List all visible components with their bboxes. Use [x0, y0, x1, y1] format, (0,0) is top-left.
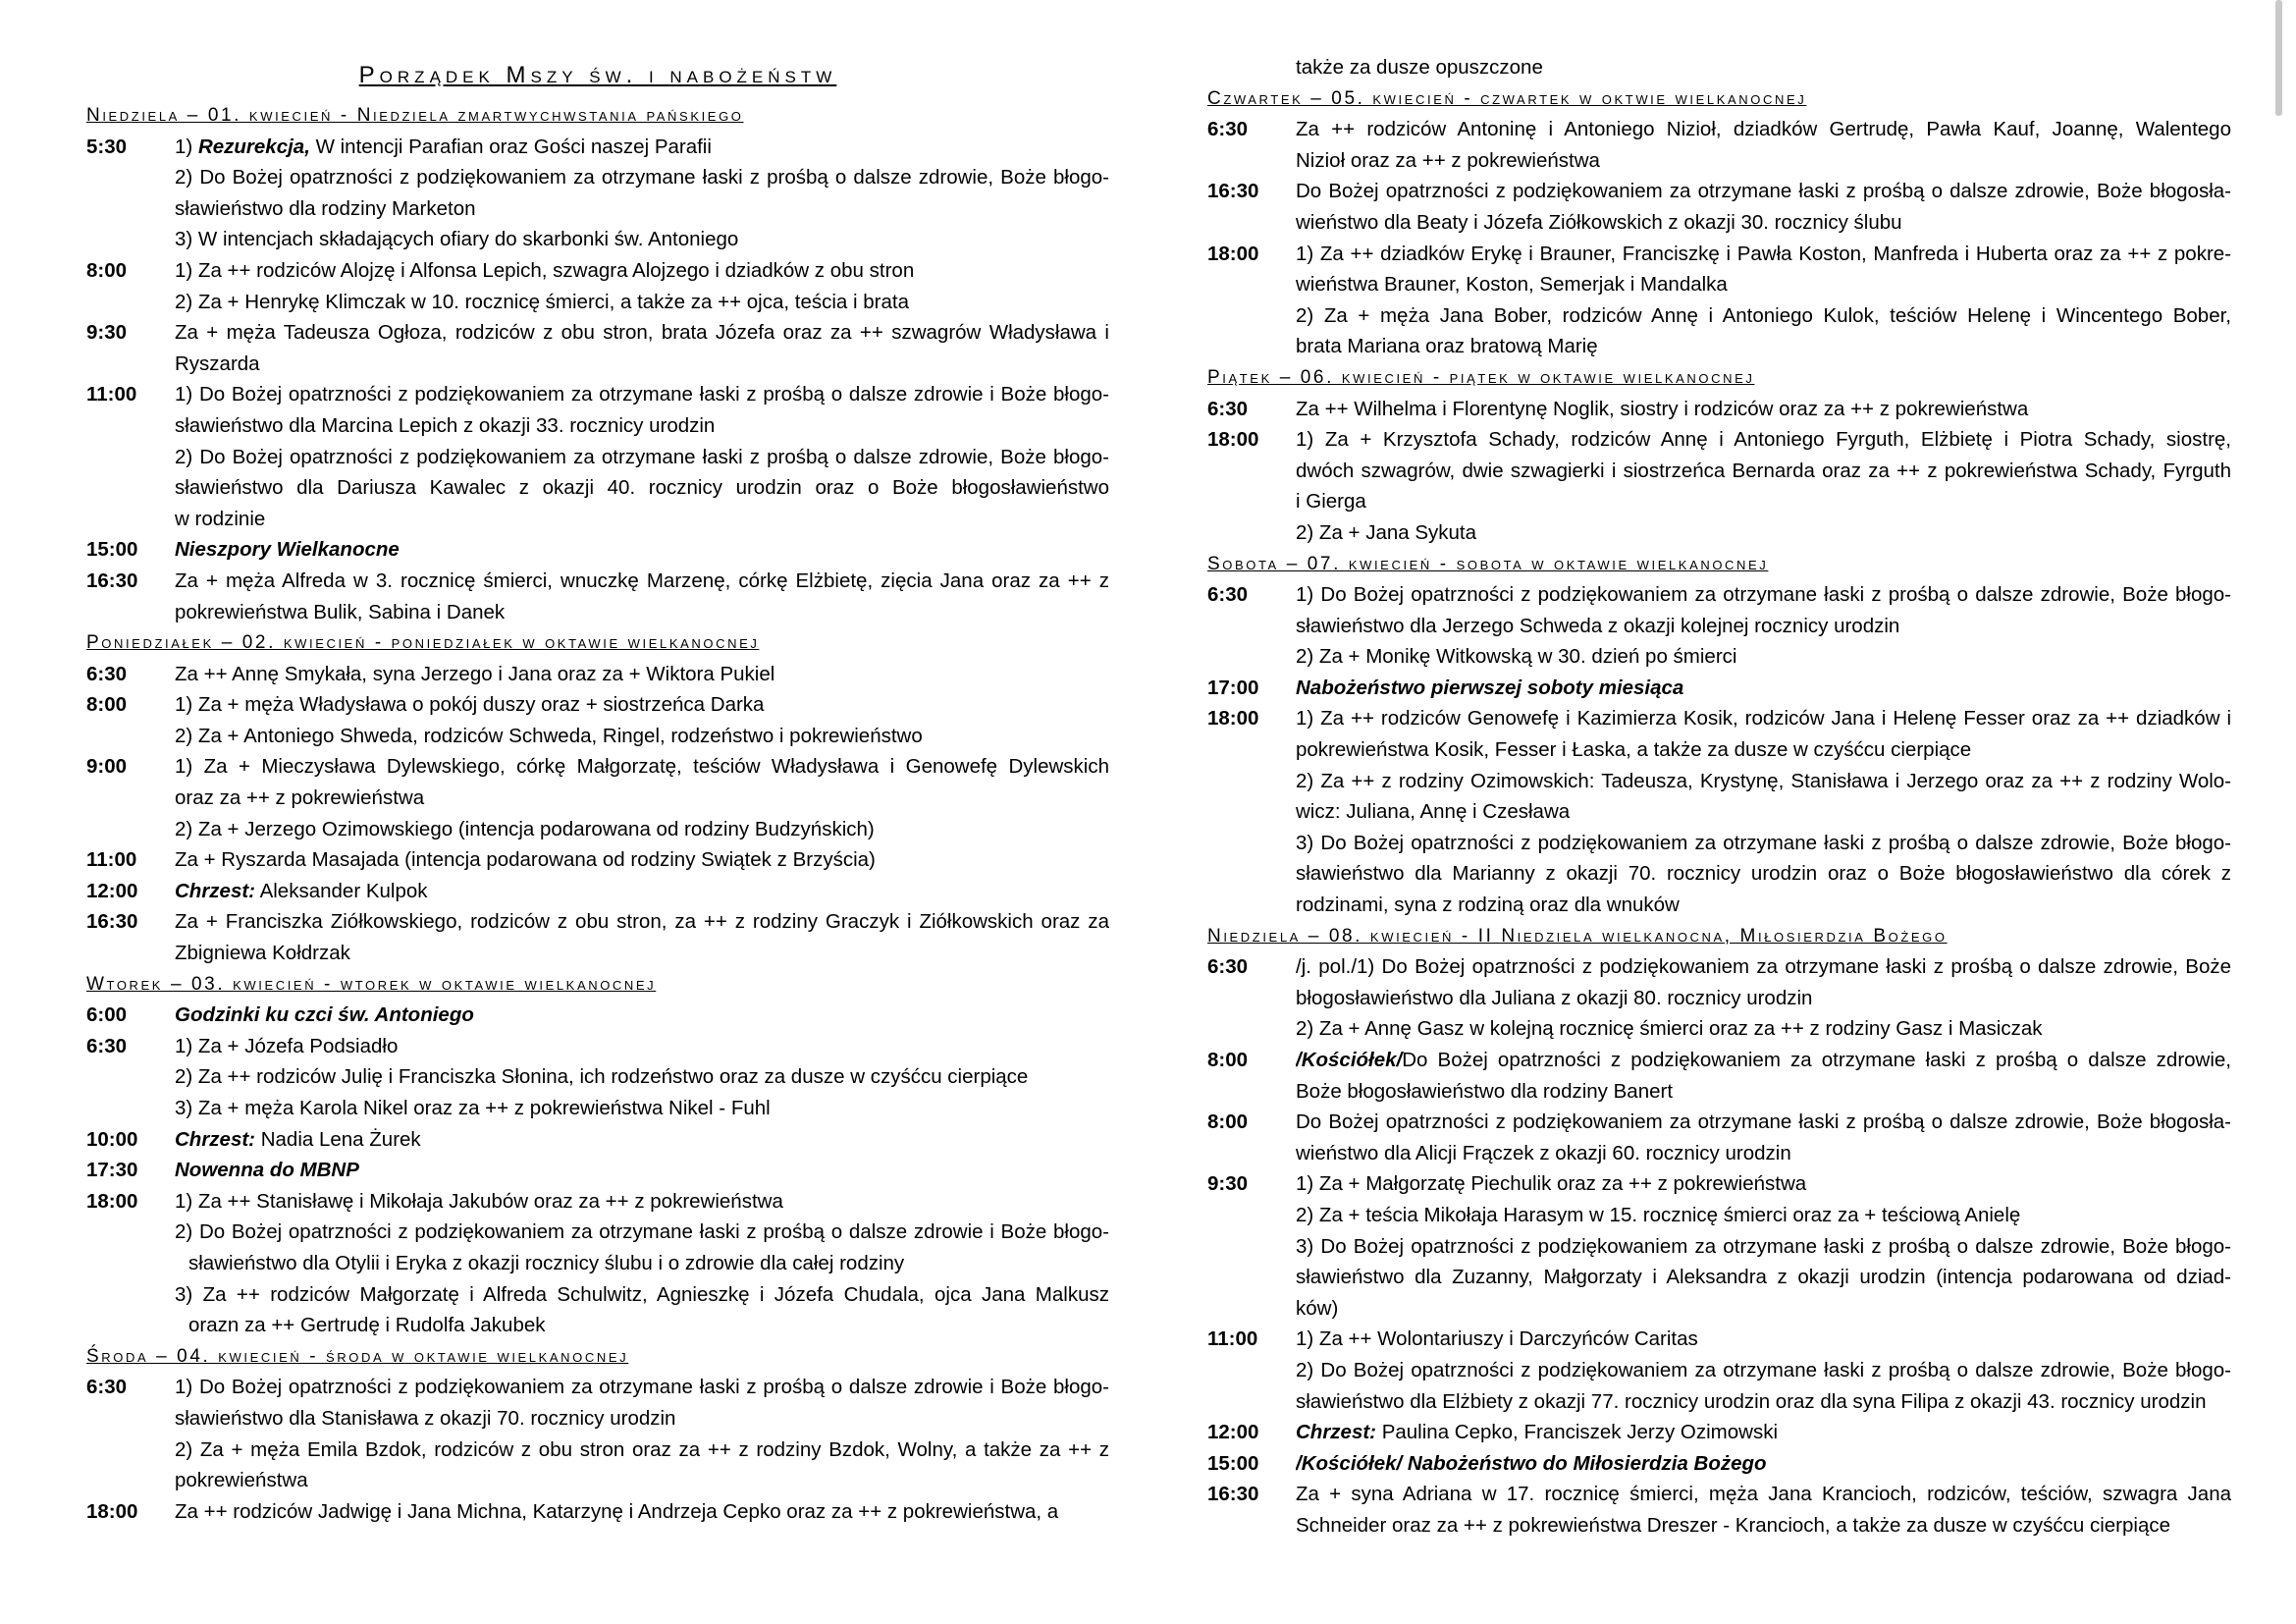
mass-intention: [1296, 673, 2231, 704]
mass-entry: [1207, 828, 2231, 921]
mass-intention: [1296, 951, 2231, 1013]
mass-entry: [1207, 52, 2231, 83]
mass-entry: [86, 1124, 1109, 1156]
mass-intention: [1296, 1231, 2231, 1325]
intention-line: 2) Do Bożej opatrzności z podziękowaniem za otrzymane łaski z prośbą o dalsze zdrowie, Boże błogo-: [1296, 1358, 2231, 1381]
mass-entry: [86, 1372, 1109, 1434]
day-heading: Niedziela – 01. kwiecień - Niedziela zmartwychwstania pańskiego: [86, 105, 744, 126]
mass-entry: [1207, 517, 2231, 549]
emphasis-text: Chrzest:: [175, 879, 256, 902]
intention-line: 3) Do Bożej opatrzności z podziękowaniem za otrzymane łaski z prośbą o dalsze zdrowie, Boże błogo-: [1296, 1234, 2231, 1258]
mass-time: 18:00: [1207, 428, 1259, 452]
mass-entry: [86, 1279, 1109, 1341]
intention-line: Zbigniewa Kołdrzak: [175, 942, 350, 965]
mass-time: 8:00: [86, 693, 128, 717]
mass-intention: [1296, 517, 2231, 549]
mass-time: 9:30: [86, 321, 128, 345]
mass-intention: [1296, 176, 2231, 238]
intention-line: 1) Za + Józefa Podsiadło: [175, 1034, 399, 1057]
intention-line: także za dusze opuszczone: [1296, 56, 1543, 79]
mass-time: 9:30: [1207, 1172, 1249, 1196]
day-heading: Sobota – 07. kwiecień - sobota w oktawie wielkanocnej: [1207, 553, 1769, 574]
intention-line: Za ++ Annę Smykała, syna Jerzego i Jana oraz za + Wiktora Pukiel: [175, 662, 775, 685]
mass-intention: [175, 162, 1109, 224]
mass-time: [1207, 641, 1296, 673]
mass-intention: [175, 1496, 1109, 1528]
mass-time: 10:00: [86, 1127, 138, 1151]
mass-entry: [1207, 1417, 2231, 1448]
mass-entry: [86, 721, 1109, 752]
mass-entry: [1207, 766, 2231, 828]
mass-entry: [1207, 114, 2231, 176]
emphasis-text: Godzinki ku czci św. Antoniego: [175, 1003, 474, 1027]
mass-entry: [86, 566, 1109, 627]
mass-time: 18:00: [1207, 242, 1259, 265]
day-heading: Piątek – 06. kwiecień - piątek w oktawie wielkanocnej: [1207, 366, 1755, 388]
mass-time: [86, 224, 175, 255]
mass-time: 6:30: [86, 1376, 128, 1399]
mass-time: 6:00: [86, 1003, 128, 1027]
mass-time: 16:30: [86, 910, 138, 934]
text-segment: Do Bożej opatrzności z podziękowaniem za otrzymane łaski z prośbą o dalsze zdrowie,: [1402, 1049, 2231, 1071]
intention-line: 2) Do Bożej opatrzności z podziękowaniem za otrzymane łaski z prośbą o dalsze zdrowie, Boże błogo-: [175, 445, 1109, 468]
mass-intention: [1296, 1448, 2231, 1480]
mass-intention: [175, 1217, 1109, 1278]
intention-line: 2) Do Bożej opatrzności z podziękowaniem za otrzymane łaski z prośbą o dalsze zdrowie i Boże błogo-: [175, 1220, 1109, 1244]
intention-line: Za ++ rodziców Jadwigę i Jana Michna, Katarzynę i Andrzeja Cepko oraz za ++ z pokrewieństwa, a: [175, 1499, 1059, 1523]
mass-entry: [1207, 1355, 2231, 1417]
mass-time: [86, 1217, 175, 1278]
day-heading: Wtorek – 03. kwiecień - wtorek w oktawie wielkanocnej: [86, 973, 657, 995]
intention-line: 1) Za + Krzysztofa Schady, rodziców Annę i Antoniego Fyrguth, Elżbietę i Piotra Schady, siostrę,: [1296, 428, 2231, 452]
intention-line: sławieństwo dla Marianny z okazji 70. rocznicy urodzin oraz o Boże błogosławieństwo dla córek z: [1296, 862, 2231, 886]
mass-entry: [86, 534, 1109, 566]
intention-line: [175, 534, 1109, 566]
intention-line: Za ++ Wilhelma i Florentynę Noglik, siostry i rodziców oraz za ++ z pokrewieństwa: [1296, 397, 2029, 420]
intention-line: 1) Za ++ rodziców Genowefę i Kazimierza Kosik, rodziców Jana i Helenę Fesser oraz za ++ dziadków i: [1296, 707, 2231, 731]
mass-intention: [175, 1186, 1109, 1218]
intention-line: Do Bożej opatrzności z podziękowaniem za otrzymane łaski z prośbą o dalsze zdrowie, Boże błogosła-: [1296, 180, 2231, 203]
intention-line: sławieństwo dla Dariusza Kawalec z okazji 40. rocznicy urodzin oraz o Boże błogosławieństwo: [175, 476, 1109, 500]
intention-line: [1296, 1045, 2231, 1076]
intention-line: i Gierga: [1296, 490, 1366, 514]
mass-entry: [86, 906, 1109, 968]
intention-line: Do Bożej opatrzności z podziękowaniem za otrzymane łaski z prośbą o dalsze zdrowie, Boże błogosła-: [1296, 1110, 2231, 1134]
intention-line: Za + męża Tadeusza Ogłoza, rodziców z obu stron, brata Józefa oraz za ++ szwagrów Władysława i: [175, 321, 1109, 345]
mass-time: [86, 1061, 175, 1093]
intention-line: Schneider oraz za ++ z pokrewieństwa Dreszer - Krancioch, a także za dusze w czyśćcu cierpiące: [1296, 1513, 2170, 1537]
mass-time: [86, 814, 175, 845]
mass-entry: [86, 844, 1109, 876]
mass-time: [1207, 828, 1296, 921]
intention-line: 2) Za + Jerzego Ozimowskiego (intencja podarowana od rodziny Budzyńskich): [175, 817, 875, 840]
emphasis-text: Rezurekcja,: [197, 135, 310, 158]
mass-time: [1207, 52, 1296, 83]
mass-time: [86, 442, 175, 535]
mass-entry: [86, 132, 1109, 163]
mass-entry: [1207, 641, 2231, 673]
mass-entry: [1207, 300, 2231, 362]
mass-entry: [86, 162, 1109, 224]
right-schedule: [1207, 83, 2231, 1542]
mass-intention: [175, 1093, 1109, 1124]
right-column: [1207, 0, 2231, 1542]
intention-line: 2) Za + teścia Mikołaja Harasym w 15. rocznicę śmierci oraz za + teściową Anielę: [1296, 1203, 2021, 1226]
mass-time: 8:00: [1207, 1049, 1249, 1071]
intention-line: 1) Do Bożej opatrzności z podziękowaniem za otrzymane łaski z prośbą o dalsze zdrowie i Boże błogo-: [175, 383, 1109, 406]
mass-intention: [175, 1435, 1109, 1496]
mass-time: [86, 162, 175, 224]
text-segment: Nadia Lena Żurek: [255, 1127, 421, 1151]
intention-line: wieństwa Brauner, Koston, Semerjak i Mandalka: [1296, 273, 1728, 297]
scrollbar-thumb[interactable]: [2275, 0, 2282, 116]
mass-intention: [175, 659, 1109, 690]
text-segment: 1): [175, 135, 198, 158]
intention-line: sławieństwo dla Otylii i Eryka z okazji rocznicy ślubu i o zdrowie dla całej rodziny: [188, 1251, 905, 1274]
mass-intention: [1296, 1417, 2231, 1448]
mass-intention: [175, 844, 1109, 876]
mass-intention: [175, 1124, 1109, 1156]
mass-entry: [1207, 1324, 2231, 1355]
mass-entry: [1207, 951, 2231, 1013]
mass-time: 8:00: [1207, 1110, 1249, 1134]
intention-line: [1296, 673, 2231, 704]
mass-entry: [86, 1031, 1109, 1062]
emphasis-text: Nabożeństwo pierwszej soboty miesiąca: [1296, 676, 1684, 699]
intention-line: pokrewieństwa Kosik, Fesser i Łaska, a także za dusze w czyśćcu cierpiące: [1296, 738, 1972, 762]
mass-time: 5:30: [86, 135, 128, 158]
mass-time: 18:00: [86, 1499, 138, 1523]
mass-entry: [86, 1093, 1109, 1124]
mass-intention: [175, 132, 1109, 163]
mass-time: 6:30: [1207, 118, 1249, 141]
mass-intention: [1296, 1355, 2231, 1417]
mass-entry: [1207, 1200, 2231, 1231]
mass-intention: [1296, 424, 2231, 517]
mass-time: 6:30: [86, 662, 128, 685]
mass-time: [86, 721, 175, 752]
intention-line: 3) W intencjach składających ofiary do skarbonki św. Antoniego: [175, 228, 739, 251]
mass-intention: [1296, 1107, 2231, 1168]
intention-line: Nizioł oraz za ++ z pokrewieństwa: [1296, 148, 1600, 172]
mass-time: 9:00: [86, 755, 128, 779]
mass-time: 6:30: [1207, 955, 1249, 979]
intention-line: 1) Do Bożej opatrzności z podziękowaniem za otrzymane łaski z prośbą o dalsze zdrowie, Boże błogo-: [1296, 583, 2231, 607]
intention-line: błogosławieństwo dla Juliana z okazji 80. rocznicy urodzin: [1296, 986, 1813, 1009]
mass-time: 18:00: [86, 1189, 138, 1213]
intention-line: 1) Za + męża Władysława o pokój duszy oraz + siostrzeńca Darka: [175, 693, 765, 717]
mass-time: [1207, 1200, 1296, 1231]
mass-intention: [175, 721, 1109, 752]
mass-entry: [1207, 1107, 2231, 1168]
mass-entry: [86, 751, 1109, 813]
intention-line: wieństwo dla Beaty i Józefa Ziółkowskich z okazji 30. rocznicy ślubu: [1296, 210, 1902, 234]
mass-entry: [1207, 1013, 2231, 1045]
left-schedule: [86, 100, 1109, 1527]
mass-time: [1207, 517, 1296, 549]
intention-line: Za ++ rodziców Antoninę i Antoniego Nizioł, dziadków Gertrudę, Pawła Kauf, Joannę, Walentego: [1296, 118, 2231, 141]
intention-line: [175, 132, 1109, 163]
day-heading: Niedziela – 08. kwiecień - II Niedziela wielkanocna, Miłosierdzia Bożego: [1207, 925, 1948, 947]
mass-time: 15:00: [1207, 1451, 1259, 1475]
mass-intention: [175, 1031, 1109, 1062]
mass-intention: [1296, 1045, 2231, 1107]
mass-entry: [86, 255, 1109, 287]
emphasis-text: Nieszpory Wielkanocne: [175, 538, 400, 562]
mass-intention: [175, 906, 1109, 968]
intention-line: Za + męża Alfreda w 3. rocznicę śmierci, wnuczkę Marzenę, córkę Elżbietę, zięcia Jana oraz za ++ z: [175, 568, 1109, 592]
mass-entry: [1207, 579, 2231, 641]
intention-line: ków): [1296, 1296, 1339, 1320]
intention-line: dwóch szwagrów, dwie szwagierki i siostrzeńca Bernarda oraz za ++ z pokrewieństwa Schady, Fyrguth: [1296, 459, 2231, 482]
mass-time: 18:00: [1207, 707, 1259, 731]
mass-intention: [175, 1000, 1109, 1031]
intention-line: 2) Za ++ rodziców Julię i Franciszka Słonina, ich rodzeństwo oraz za dusze w czyśćcu cierpiące: [175, 1065, 1029, 1089]
mass-intention: [175, 751, 1109, 813]
intention-line: [175, 1155, 1109, 1186]
intention-line: brata Mariana oraz bratową Marię: [1296, 335, 1598, 358]
intention-line: 2) Za + Annę Gasz w kolejną rocznicę śmierci oraz za ++ z rodziny Gasz i Masiczak: [1296, 1017, 2043, 1041]
intention-line: 1) Do Bożej opatrzności z podziękowaniem za otrzymane łaski z prośbą o dalsze zdrowie i Boże błogo-: [175, 1376, 1109, 1399]
emphasis-text: /Kościółek/ Nabożeństwo do Miłosierdzia Bożego: [1296, 1451, 1767, 1475]
mass-entry: [1207, 1168, 2231, 1200]
mass-entry: [86, 442, 1109, 535]
mass-entry: [86, 1217, 1109, 1278]
mass-time: 11:00: [86, 383, 137, 406]
intention-line: [1296, 1417, 2231, 1448]
mass-intention: [175, 379, 1109, 441]
mass-entry: [86, 1496, 1109, 1528]
mass-entry: [1207, 424, 2231, 517]
mass-intention: [175, 1372, 1109, 1434]
mass-time: 6:30: [1207, 397, 1249, 420]
intention-line: sławieństwo dla rodziny Marketon: [175, 196, 476, 220]
mass-intention: [1296, 1200, 2231, 1231]
intention-line: [175, 1124, 1109, 1156]
mass-time: [86, 1435, 175, 1496]
emphasis-text: Nowenna do MBNP: [175, 1159, 359, 1182]
mass-intention: [1296, 1013, 2231, 1045]
intention-line: pokrewieństwa: [175, 1469, 308, 1492]
mass-time: 16:30: [86, 568, 138, 592]
mass-entry: [1207, 1231, 2231, 1325]
intention-line: 2) Za + Jana Sykuta: [1296, 520, 1477, 544]
mass-intention: [1296, 641, 2231, 673]
mass-entry: [86, 379, 1109, 441]
mass-intention: [1296, 766, 2231, 828]
mass-entry: [86, 689, 1109, 721]
mass-intention: [175, 287, 1109, 318]
text-segment: W intencji Parafian oraz Gości naszej Parafii: [309, 135, 712, 158]
mass-intention: [1296, 828, 2231, 921]
mass-time: 16:30: [1207, 180, 1259, 203]
mass-intention: [175, 534, 1109, 566]
intention-line: 2) Za ++ z rodziny Ozimowskich: Tadeusza, Krystynę, Stanisława i Jerzego oraz za ++ z rodziny Wolo-: [1296, 769, 2231, 792]
left-column: [86, 0, 1109, 1527]
emphasis-text: Chrzest:: [1296, 1421, 1377, 1444]
intention-line: sławieństwo dla Elżbiety z okazji 77. rocznicy urodzin oraz dla syna Filipa z okazji 43. rocznicy urodzin: [1296, 1389, 2207, 1413]
mass-entry: [86, 317, 1109, 379]
intention-line: sławieństwo dla Marcina Lepich z okazji 33. rocznicy urodzin: [175, 413, 716, 437]
mass-time: 11:00: [1207, 1327, 1258, 1351]
intention-line: 1) Za ++ Stanisławę i Mikołaja Jakubów oraz za ++ z pokrewieństwa: [175, 1189, 783, 1213]
mass-intention: [1296, 239, 2231, 300]
intention-line: orazn za ++ Gertrudę i Rudolfa Jakubek: [188, 1314, 546, 1337]
right-continuation: [1207, 52, 2231, 83]
mass-intention: [175, 1155, 1109, 1186]
mass-time: 6:30: [86, 1034, 128, 1057]
intention-line: 1) Za + Mieczysława Dylewskiego, córkę Małgorzatę, teściów Władysława i Genowefę Dylewskich: [175, 755, 1109, 779]
mass-intention: [1296, 52, 2231, 83]
mass-intention: [175, 876, 1109, 907]
emphasis-text: Chrzest:: [175, 1127, 256, 1151]
mass-time: 11:00: [86, 848, 137, 872]
intention-line: oraz za ++ z pokrewieństwa: [175, 786, 425, 810]
mass-time: [86, 1093, 175, 1124]
intention-line: sławieństwo dla Zuzanny, Małgorzaty i Aleksandra z okazji urodzin (intencja podarowana od dziad-: [1296, 1266, 2231, 1289]
mass-intention: [1296, 703, 2231, 765]
intention-line: 1) Za + Małgorzatę Piechulik oraz za ++ z pokrewieństwa: [1296, 1172, 1807, 1196]
mass-entry: [86, 1061, 1109, 1093]
mass-entry: [1207, 239, 2231, 300]
intention-line: Za + syna Adriana w 17. rocznicę śmierci, męża Jana Krancioch, rodziców, teściów, szwagra Jana: [1296, 1483, 2231, 1506]
intention-line: 1) Za ++ rodziców Alojzę i Alfonsa Lepich, szwagra Alojzego i dziadków z obu stron: [175, 258, 915, 282]
mass-time: [1207, 300, 1296, 362]
intention-line: 2) Za + Henrykę Klimczak w 10. rocznicę śmierci, a także za ++ ojca, teścia i brata: [175, 290, 909, 313]
day-heading: Czwartek – 05. kwiecień - czwartek w oktwie wielkanocnej: [1207, 87, 1807, 109]
mass-intention: [1296, 579, 2231, 641]
mass-entry: [86, 1186, 1109, 1218]
mass-time: [86, 1279, 175, 1341]
mass-intention: [175, 1279, 1109, 1341]
mass-intention: [175, 566, 1109, 627]
mass-intention: [175, 224, 1109, 255]
mass-intention: [175, 442, 1109, 535]
mass-time: 6:30: [1207, 583, 1249, 607]
mass-entry: [86, 1435, 1109, 1496]
text-segment: Aleksander Kulpok: [255, 879, 428, 902]
intention-line: wicz: Juliana, Annę i Czesława: [1296, 800, 1571, 824]
mass-entry: [1207, 703, 2231, 765]
intention-line: w rodzinie: [175, 507, 266, 530]
mass-time: 12:00: [1207, 1421, 1259, 1444]
mass-entry: [1207, 1045, 2231, 1107]
mass-time: [1207, 1013, 1296, 1045]
mass-time: [1207, 766, 1296, 828]
mass-intention: [1296, 1479, 2231, 1541]
text-segment: Paulina Cepko, Franciszek Jerzy Ozimowski: [1376, 1421, 1779, 1444]
intention-line: [1296, 1448, 2231, 1480]
page-title: Porządek Mszy św. i nabożeństw: [358, 62, 837, 88]
mass-entry: [86, 876, 1109, 907]
mass-intention: [1296, 300, 2231, 362]
mass-time: 17:00: [1207, 676, 1259, 699]
mass-intention: [175, 317, 1109, 379]
mass-intention: [1296, 394, 2231, 425]
emphasis-text: /Kościółek/: [1296, 1049, 1403, 1071]
intention-line: 2) Za + Monikę Witkowską w 30. dzień po śmierci: [1296, 645, 1737, 669]
mass-entry: [1207, 673, 2231, 704]
intention-line: 2) Za + Antoniego Shweda, rodziców Schweda, Ringel, rodzeństwo i pokrewieństwo: [175, 724, 923, 747]
intention-line: Boże błogosławieństwo dla rodziny Banert: [1296, 1079, 1674, 1103]
mass-intention: [1296, 1324, 2231, 1355]
mass-intention: [175, 255, 1109, 287]
intention-line: /j. pol./1) Do Bożej opatrzności z podziękowaniem za otrzymane łaski z prośbą o dalsze zdrowie, Boże: [1296, 955, 2231, 979]
mass-intention: [175, 689, 1109, 721]
day-heading: Poniedziałek – 02. kwiecień - poniedziałek w oktawie wielkanocnej: [86, 632, 760, 654]
mass-time: [1207, 1231, 1296, 1325]
mass-intention: [175, 814, 1109, 845]
mass-intention: [1296, 1168, 2231, 1200]
mass-intention: [175, 1061, 1109, 1093]
mass-entry: [86, 659, 1109, 690]
intention-line: [175, 876, 1109, 907]
intention-line: 1) Za ++ Wolontariuszy i Darczyńców Caritas: [1296, 1327, 1698, 1351]
intention-line: [175, 1000, 1109, 1031]
intention-line: sławieństwo dla Stanisława z okazji 70. rocznicy urodzin: [175, 1406, 676, 1430]
mass-time: 8:00: [86, 258, 128, 282]
mass-entry: [86, 814, 1109, 845]
mass-entry: [1207, 394, 2231, 425]
intention-line: 1) Za ++ dziadków Erykę i Brauner, Franciszkę i Pawła Koston, Manfreda i Huberta oraz za ++ z pokre-: [1296, 242, 2231, 265]
mass-entry: [86, 224, 1109, 255]
mass-entry: [1207, 176, 2231, 238]
intention-line: Ryszarda: [175, 352, 260, 375]
intention-line: 2) Do Bożej opatrzności z podziękowaniem za otrzymane łaski z prośbą o dalsze zdrowie, Boże błogo-: [175, 166, 1109, 189]
mass-time: 17:30: [86, 1159, 138, 1182]
mass-time: 16:30: [1207, 1483, 1259, 1506]
intention-line: pokrewieństwa Bulik, Sabina i Danek: [175, 600, 506, 623]
intention-line: sławieństwo dla Jerzego Schweda z okazji kolejnej rocznicy urodzin: [1296, 614, 1900, 637]
mass-time: 15:00: [86, 538, 138, 562]
intention-line: Za + Franciszka Ziółkowskiego, rodziców z obu stron, za ++ z rodziny Graczyk i Ziółkowskich oraz za: [175, 910, 1109, 934]
intention-line: 2) Za + męża Jana Bober, rodziców Annę i Antoniego Kulok, teściów Helenę i Wincentego Bober,: [1296, 303, 2231, 327]
intention-line: 2) Za + męża Emila Bzdok, rodziców z obu stron oraz za ++ z rodziny Bzdok, Wolny, a także za ++ z: [175, 1437, 1109, 1461]
intention-line: Za + Ryszarda Masajada (intencja podarowana od rodziny Swiątek z Brzyścia): [175, 848, 876, 872]
day-heading: Środa – 04. kwiecień - środa w oktawie wielkanocnej: [86, 1345, 629, 1367]
mass-entry: [86, 287, 1109, 318]
mass-entry: [86, 1000, 1109, 1031]
mass-entry: [1207, 1479, 2231, 1541]
intention-line: 3) Za ++ rodziców Małgorzatę i Alfreda Schulwitz, Agnieszkę i Józefa Chudala, ojca Jana Malkusz: [175, 1282, 1109, 1306]
mass-time: [1207, 1355, 1296, 1417]
intention-line: 3) Za + męża Karola Nikel oraz za ++ z pokrewieństwa Nikel - Fuhl: [175, 1097, 771, 1119]
mass-intention: [1296, 114, 2231, 176]
intention-line: 3) Do Bożej opatrzności z podziękowaniem za otrzymane łaski z prośbą o dalsze zdrowie, Boże błogo-: [1296, 831, 2231, 854]
intention-line: rodzinami, syna z rodziną oraz dla wnuków: [1296, 893, 1680, 917]
mass-time: [86, 287, 175, 318]
mass-time: 12:00: [86, 879, 138, 902]
mass-entry: [86, 1155, 1109, 1186]
mass-entry: [1207, 1448, 2231, 1480]
intention-line: wieństwo dla Alicji Frączek z okazji 60. rocznicy urodzin: [1296, 1141, 1791, 1164]
